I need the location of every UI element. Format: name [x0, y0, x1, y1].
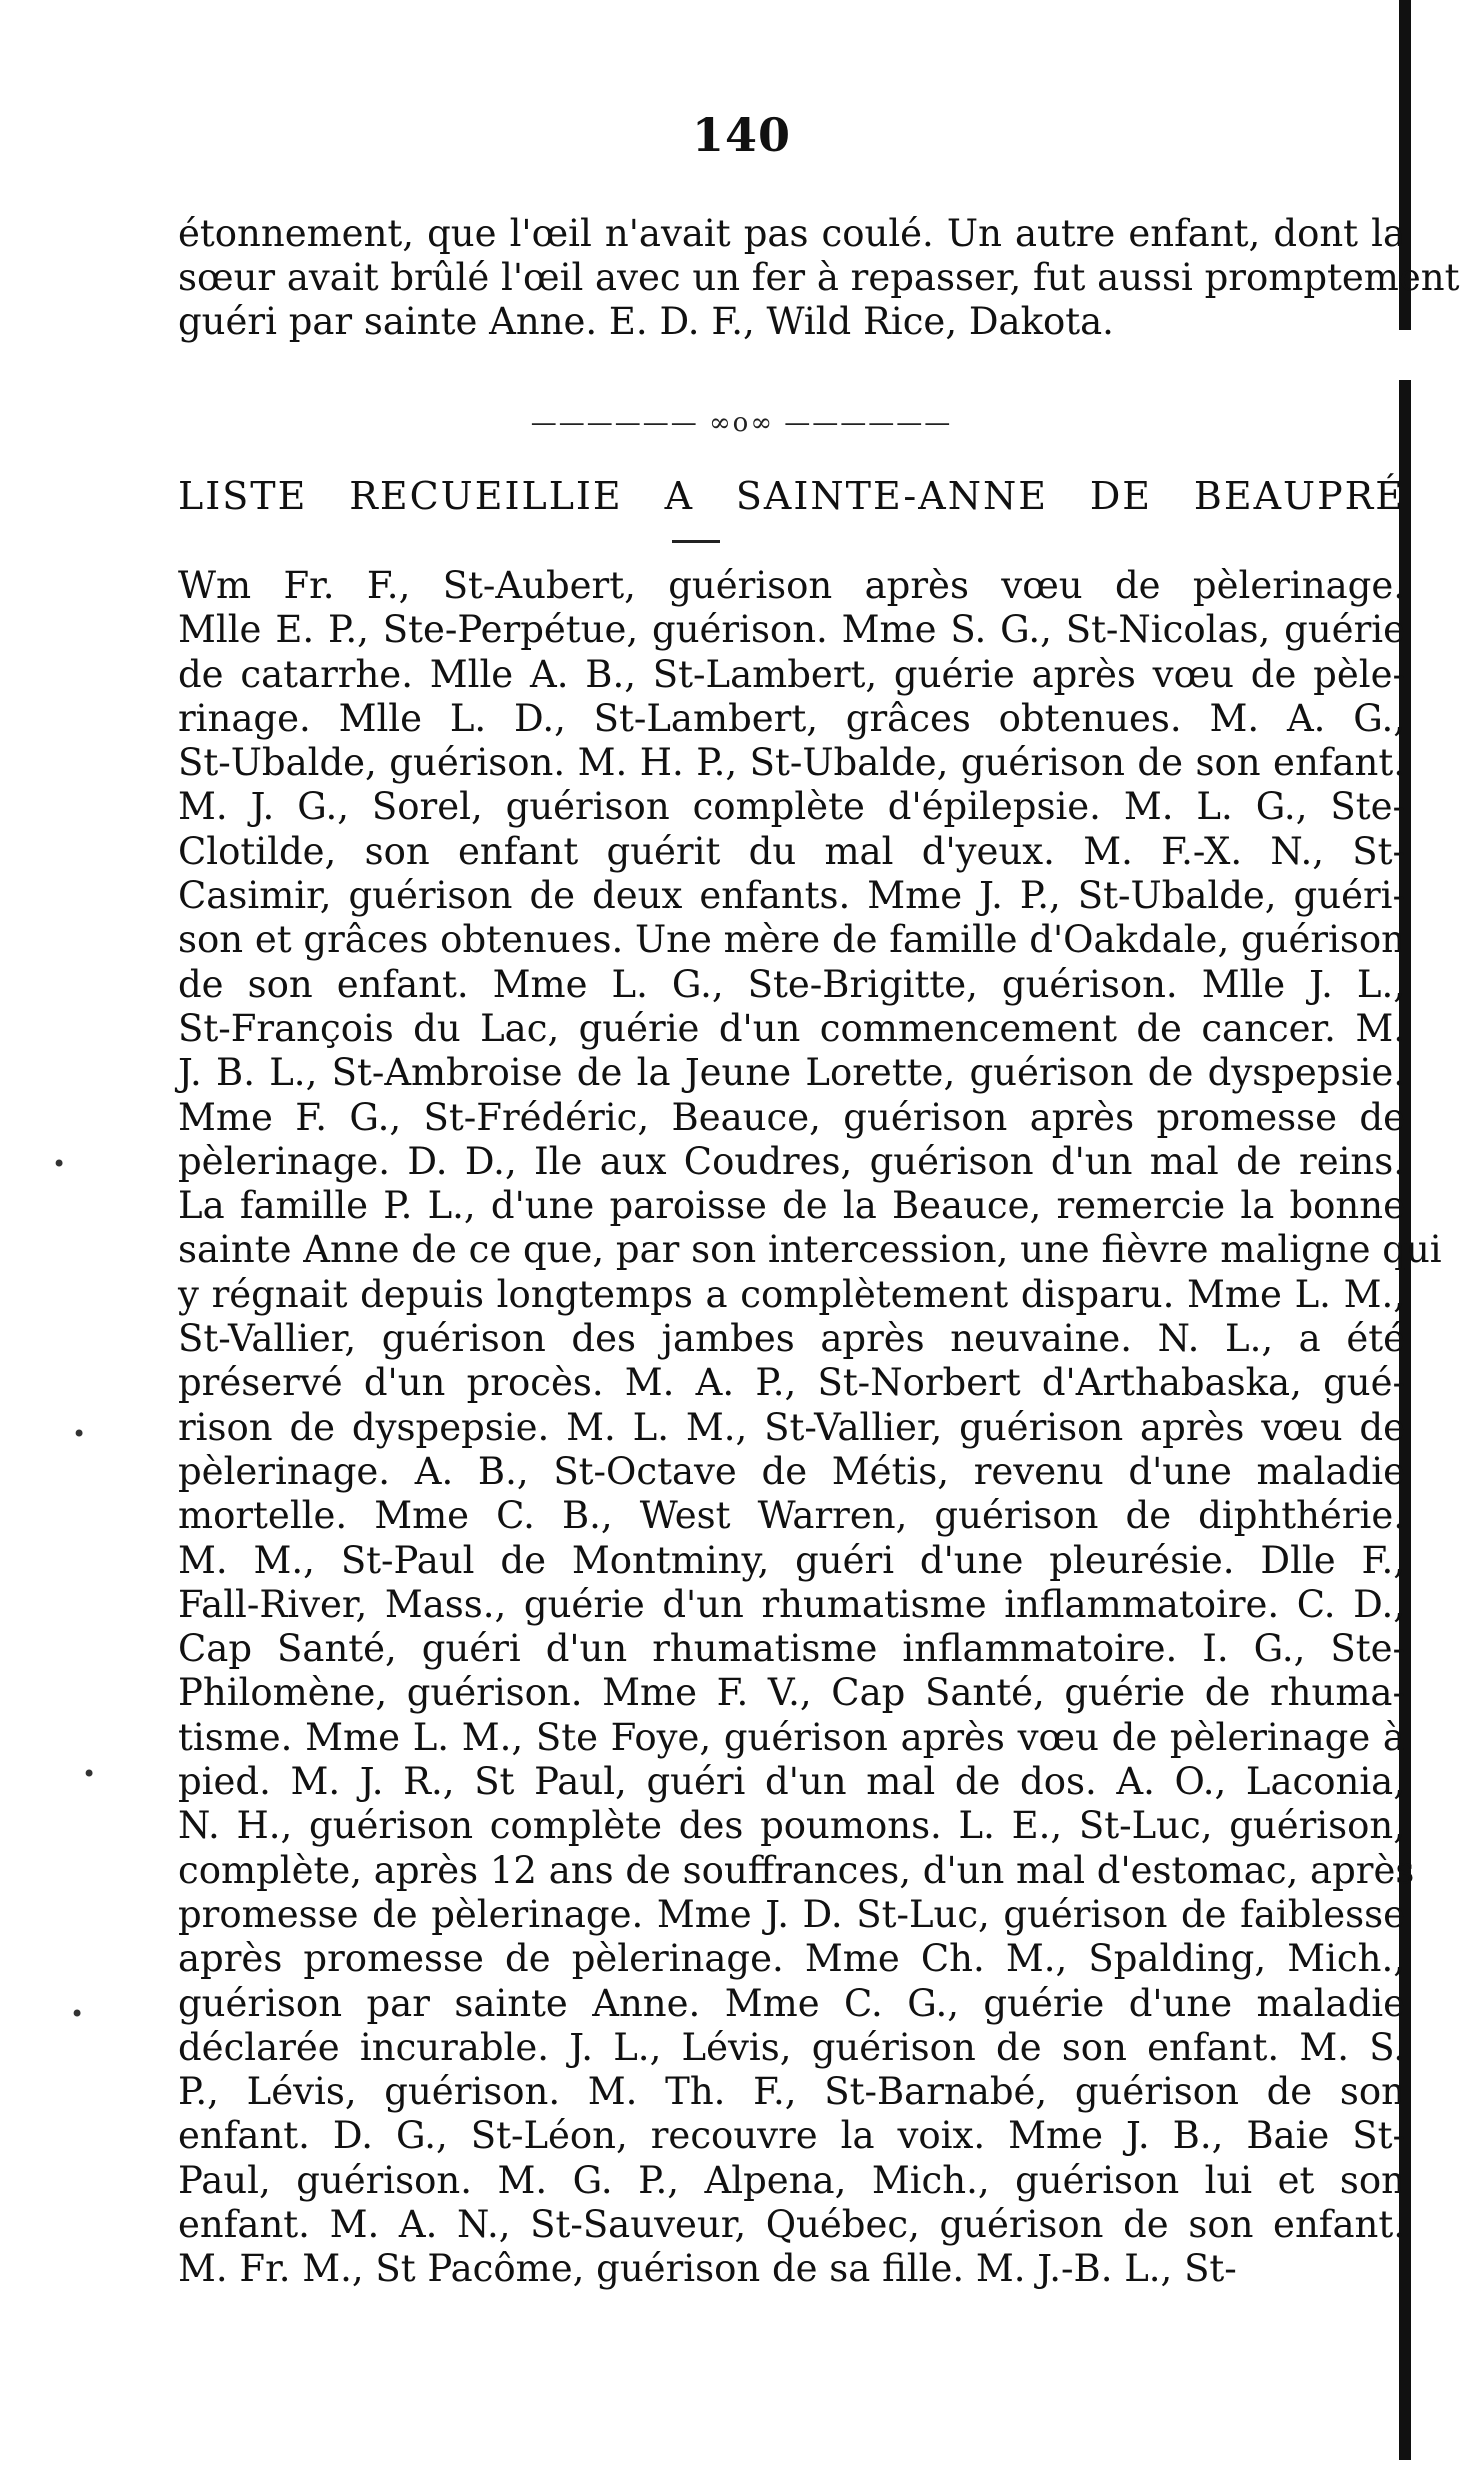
text-line: N. H., guérison complète des poumons. L. E., St-Luc, guérison,: [178, 1804, 1405, 1848]
text-line: de catarrhe. Mlle A. B., St-Lambert, guérie après vœu de pèle-: [178, 652, 1405, 696]
text-line: Mlle E. P., Ste-Perpétue, guérison. Mme S. G., St-Nicolas, guérie: [178, 608, 1405, 652]
text-line: de son enfant. Mme L. G., Ste-Brigitte, guérison. Mlle J. L.,: [178, 962, 1405, 1006]
text-line: promesse de pèlerinage. Mme J. D. St-Luc, guérison de faiblesse: [178, 1892, 1405, 1936]
text-line: déclarée incurable. J. L., Lévis, guérison de son enfant. M. S.: [178, 2025, 1405, 2069]
text-line: M. J. G., Sorel, guérison complète d'épilepsie. M. L. G., Ste-: [178, 785, 1405, 829]
text-line: Wm Fr. F., St-Aubert, guérison après vœu de pèlerinage.: [178, 564, 1405, 607]
text-line: Philomène, guérison. Mme F. V., Cap Santé, guérie de rhuma-: [178, 1671, 1405, 1715]
text-line: enfant. M. A. N., St-Sauveur, Québec, guérison de son enfant.: [178, 2202, 1405, 2246]
text-line: mortelle. Mme C. B., West Warren, guérison de diphthérie.: [178, 1494, 1405, 1538]
text-line: guéri par sainte Anne. E. D. F., Wild Rice, Dakota.: [178, 300, 1114, 343]
text-line: étonnement, que l'œil n'avait pas coulé. Un autre enfant, dont la: [178, 212, 1405, 255]
text-line: M. Fr. M., St Pacôme, guérison de sa fille. M. J.-B. L., St-: [178, 2247, 1237, 2291]
text-line: préservé d'un procès. M. A. P., St-Norbert d'Arthabaska, gué-: [178, 1361, 1405, 1405]
text-line: Paul, guérison. M. G. P., Alpena, Mich., guérison lui et son: [178, 2158, 1405, 2202]
text-line: Cap Santé, guéri d'un rhumatisme inflammatoire. I. G., Ste-: [178, 1627, 1405, 1671]
text-line: pèlerinage. A. B., St-Octave de Métis, revenu d'une maladie: [178, 1449, 1405, 1493]
text-line: sainte Anne de ce que, par son intercession, une fièvre maligne qui: [178, 1228, 1442, 1272]
text-line: Clotilde, son enfant guérit du mal d'yeux. M. F.-X. N., St-: [178, 829, 1405, 873]
text-line: rinage. Mlle L. D., St-Lambert, grâces obtenues. M. A. G.,: [178, 696, 1405, 740]
text-line: La famille P. L., d'une paroisse de la Beauce, remercie la bonne: [178, 1184, 1405, 1228]
text-line: enfant. D. G., St-Léon, recouvre la voix. Mme J. B., Baie St-: [178, 2114, 1405, 2158]
text-line: M. M., St-Paul de Montminy, guéri d'une pleurésie. Dlle F.,: [178, 1538, 1405, 1582]
text-line: P., Lévis, guérison. M. Th. F., St-Barnabé, guérison de son: [178, 2070, 1405, 2114]
text-line: après promesse de pèlerinage. Mme Ch. M., Spalding, Mich.,: [178, 1937, 1405, 1981]
text-line: Casimir, guérison de deux enfants. Mme J. P., St-Ubalde, guéri-: [178, 874, 1405, 918]
text-line: guérison par sainte Anne. Mme C. G., guérie d'une maladie: [178, 1981, 1405, 2025]
body-paragraph: [178, 564, 1442, 2292]
text-line: St-Ubalde, guérison. M. H. P., St-Ubalde, guérison de son enfant.: [178, 741, 1405, 785]
text-line: tisme. Mme L. M., Ste Foye, guérison après vœu de pèlerinage à: [178, 1715, 1405, 1759]
text-line: St-Vallier, guérison des jambes après neuvaine. N. L., a été: [178, 1317, 1405, 1361]
text-line: son et grâces obtenues. Une mère de famille d'Oakdale, guérison: [178, 918, 1405, 962]
text-line: pied. M. J. R., St Paul, guéri d'un mal de dos. A. O., Laconia,: [178, 1760, 1405, 1804]
margin-speck: •: [72, 1420, 87, 1448]
text-line: Fall-River, Mass., guérie d'un rhumatisme inflammatoire. C. D.,: [178, 1582, 1405, 1626]
section-heading: LISTE RECUEILLIE A SAINTE-ANNE DE BEAUPRÉ: [178, 474, 1405, 518]
heading-rule: [672, 540, 720, 543]
text-line: Mme F. G., St-Frédéric, Beauce, guérison après promesse de: [178, 1095, 1405, 1139]
text-line: St-François du Lac, guérie d'un commencement de cancer. M.: [178, 1006, 1405, 1050]
text-line: J. B. L., St-Ambroise de la Jeune Lorette, guérison de dyspepsie.: [178, 1051, 1405, 1095]
section-divider: —————— ∞o∞ ——————: [530, 408, 953, 438]
text-line: sœur avait brûlé l'œil avec un fer à repasser, fut aussi promptement: [178, 256, 1460, 299]
intro-paragraph: [178, 212, 1460, 344]
margin-speck: •: [82, 1760, 97, 1788]
text-line: y régnait depuis longtemps a complètement disparu. Mme L. M.,: [178, 1272, 1405, 1316]
page-number: 140: [691, 108, 792, 162]
text-line: pèlerinage. D. D., Ile aux Coudres, guérison d'un mal de reins.: [178, 1139, 1405, 1183]
margin-speck: •: [70, 2000, 85, 2028]
margin-speck: •: [52, 1150, 67, 1178]
text-line: complète, après 12 ans de souffrances, d'un mal d'estomac, après: [178, 1848, 1415, 1892]
text-line: rison de dyspepsie. M. L. M., St-Vallier, guérison après vœu de: [178, 1405, 1405, 1449]
